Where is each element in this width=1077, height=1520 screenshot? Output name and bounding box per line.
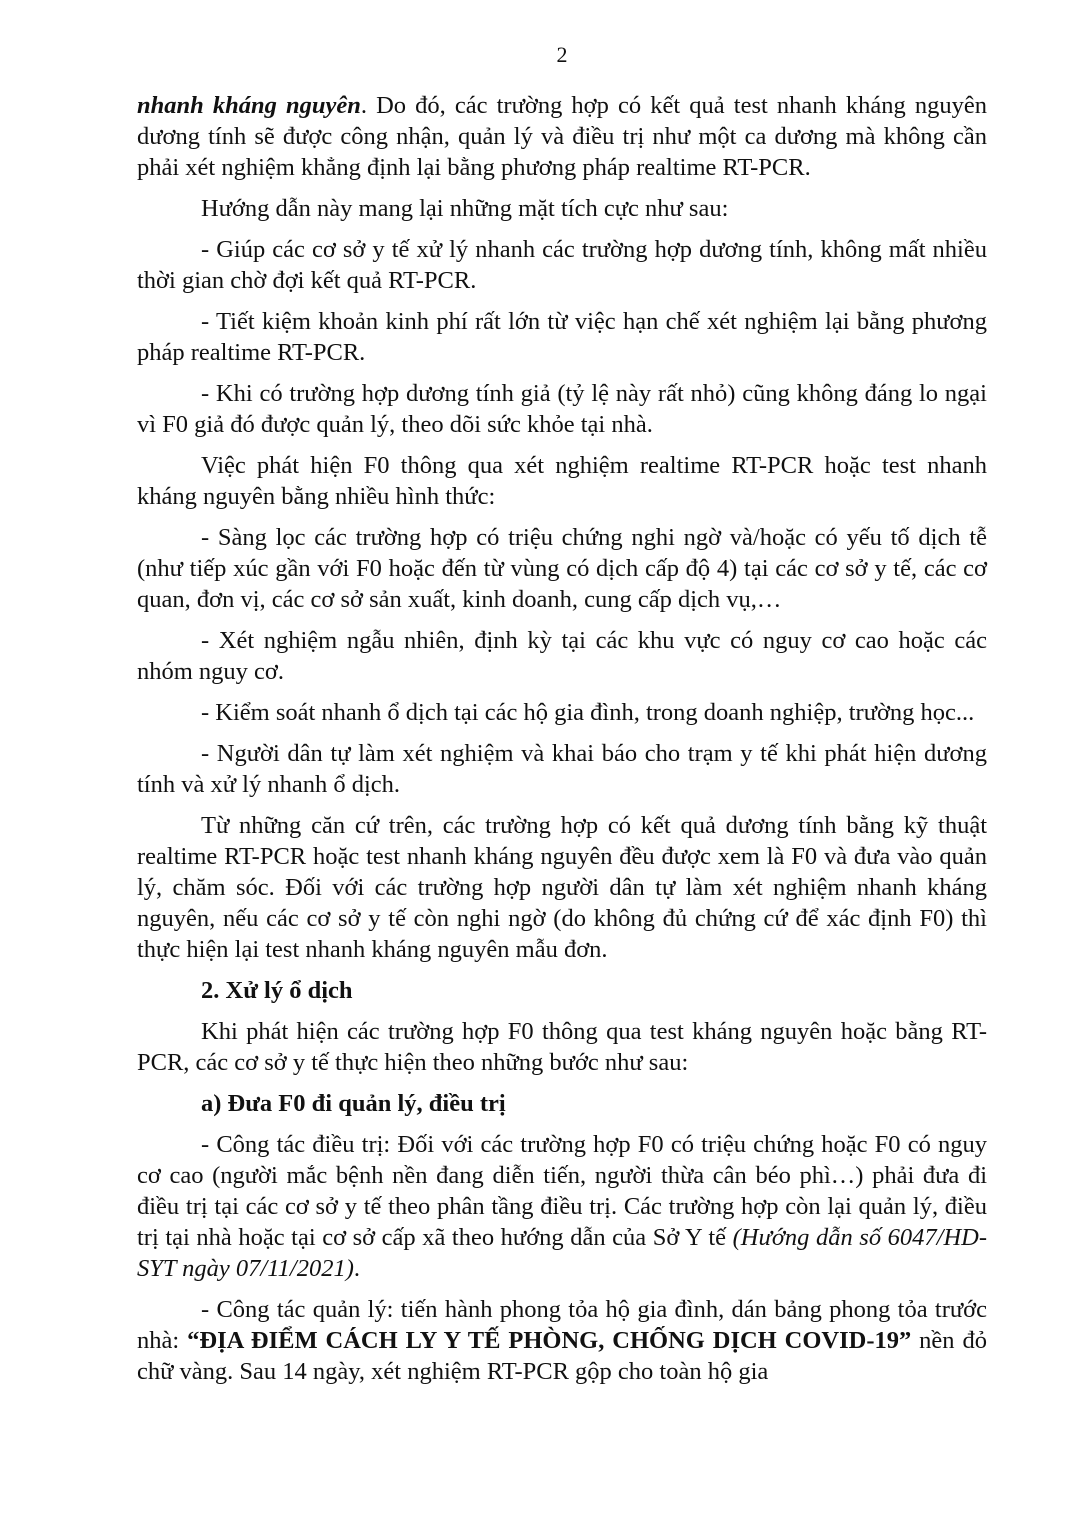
paragraph-14-text-before: - Công tác quản lý: tiến hành phong tỏa hộ gia đình, dán bảng phong tỏa trước nhà: [137, 1296, 987, 1354]
bullet-paragraph-4: - Tiết kiệm khoản kinh phí rất lớn từ việc hạn chế xét nghiệm lại bằng phương pháp realtime RT-PCR. [137, 308, 987, 366]
bold-sign-text: “ĐỊA ĐIỂM CÁCH LY Y TẾ PHÒNG, CHỐNG DỊCH COVID-19” [187, 1327, 912, 1354]
italic-reference: (Hướng dẫn số 6047/HD-SYT ngày 07/11/2021) [137, 1224, 987, 1282]
paragraph-14 [137, 1294, 987, 1387]
paragraph-1 [137, 90, 987, 183]
paragraph-2: Hướng dẫn này mang lại những mặt tích cực như sau: [201, 195, 729, 222]
paragraph-13-end: . [353, 1255, 361, 1282]
subsection-heading-a: a) Đưa F0 đi quản lý, điều trị [201, 1090, 506, 1117]
paragraph-12: Khi phát hiện các trường hợp F0 thông qua test kháng nguyên hoặc bằng RT-PCR, các cơ sở y tế thực hiện theo những bước như sau: [137, 1018, 987, 1076]
paragraph-6: Việc phát hiện F0 thông qua xét nghiệm realtime RT-PCR hoặc test nhanh kháng nguyên bằng nhiều hình thức: [137, 452, 987, 510]
bullet-paragraph-10: - Người dân tự làm xét nghiệm và khai báo cho trạm y tế khi phát hiện dương tính và xử lý nhanh ổ dịch. [137, 740, 987, 798]
bullet-paragraph-3: - Giúp các cơ sở y tế xử lý nhanh các trường hợp dương tính, không mất nhiều thời gian chờ đợi kết quả RT-PCR. [137, 236, 987, 294]
bullet-paragraph-5: - Khi có trường hợp dương tính giả (tỷ lệ này rất nhỏ) cũng không đáng lo ngại vì F0 giả đó được quản lý, theo dõi sức khỏe tại nhà. [137, 380, 987, 438]
bullet-paragraph-7: - Sàng lọc các trường hợp có triệu chứng nghi ngờ và/hoặc có yếu tố dịch tễ (như tiếp xúc gần với F0 hoặc đến từ vùng có dịch cấp độ 4) tại các cơ sở y tế, các cơ quan, đơn vị, các cơ sở sản xuất, kinh doanh, cung cấp dịch vụ,… [137, 524, 987, 613]
bold-italic-phrase: nhanh kháng nguyên [137, 92, 361, 119]
bullet-paragraph-8: - Xét nghiệm ngẫu nhiên, định kỳ tại các khu vực có nguy cơ cao hoặc các nhóm nguy cơ. [137, 627, 987, 685]
paragraph-13-text: - Công tác điều trị: Đối với các trường hợp F0 có triệu chứng hoặc F0 có nguy cơ cao (người mắc bệnh nền đang diễn tiến, người thừa cân béo phì…) phải đưa đi điều trị tại các cơ sở y tế theo phân tầng điều trị. Các trường hợp còn lại quản lý, điều trị tại nhà hoặc tại cơ sở cấp xã theo hướng dẫn của Sở Y tế [137, 1131, 987, 1251]
paragraph-13 [137, 1129, 987, 1284]
paragraph-11: Từ những căn cứ trên, các trường hợp có kết quả dương tính bằng kỹ thuật realtime RT-PCR hoặc test nhanh kháng nguyên đều được xem là F0 và đưa vào quản lý, chăm sóc. Đối với các trường hợp người dân tự làm xét nghiệm nhanh kháng nguyên, nếu các cơ sở y tế còn nghi ngờ (do không đủ chứng cứ để xác định F0) thì thực hiện lại test nhanh kháng nguyên mẫu đơn. [137, 812, 987, 963]
bullet-paragraph-9: - Kiểm soát nhanh ổ dịch tại các hộ gia đình, trong doanh nghiệp, trường học... [201, 699, 975, 726]
page-number: 2 [556, 42, 568, 67]
paragraph-14-text-after: nền đỏ chữ vàng. Sau 14 ngày, xét nghiệm RT-PCR gộp cho toàn hộ gia [137, 1327, 987, 1385]
section-heading-2: 2. Xử lý ổ dịch [201, 977, 353, 1004]
paragraph-1-text: . Do đó, các trường hợp có kết quả test nhanh kháng nguyên dương tính sẽ được công nhận, quản lý và điều trị như một ca dương mà không cần phải xét nghiệm khẳng định lại bằng phương pháp realtime RT-PCR. [137, 92, 987, 181]
